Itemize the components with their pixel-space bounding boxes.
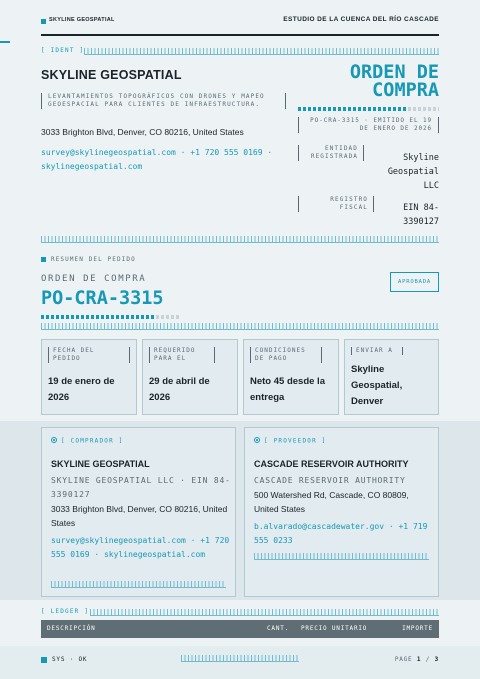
- supplier-tag: [ PROVEEDOR ]: [254, 437, 327, 445]
- buyer-name: SKYLINE GEOSPATIAL: [51, 459, 150, 469]
- divider-ruler-2: [41, 323, 439, 330]
- col-amount: IMPORTE: [402, 625, 433, 632]
- target-icon: [254, 437, 260, 443]
- card-value: Neto 45 desde la entrega: [250, 376, 325, 403]
- card-label: CONDICIONES DE PAGO: [250, 347, 322, 363]
- col-unit-price: PRECIO UNITARIO: [301, 625, 368, 632]
- company-address: 3033 Brighton Blvd, Denver, CO 80216, United States: [41, 127, 244, 137]
- buyer-tag: [ COMPRADOR ]: [51, 437, 124, 445]
- supplier-address: 500 Watershed Rd, Cascade, CO 80809, United States: [254, 490, 409, 514]
- top-bar: [41, 16, 439, 36]
- ledger-ruler: [90, 609, 439, 616]
- ledger-header-row: [41, 620, 439, 638]
- card-value: 29 de abril de 2026: [149, 376, 210, 403]
- card-required-date: [142, 339, 238, 415]
- brand-square-icon: [41, 19, 46, 24]
- status-square-icon: [41, 657, 47, 663]
- card-label: REQUERIDO PARA EL: [149, 347, 215, 363]
- buyer-card: [41, 427, 236, 597]
- summary-section-label: RESUMEN DEL PEDIDO: [41, 256, 136, 263]
- buyer-ruler: [51, 581, 226, 588]
- col-description: DESCRIPCIÓN: [47, 625, 96, 632]
- po-number: PO-CRA-3315: [41, 288, 164, 309]
- card-value: Skyline Geospatial, Denver: [351, 364, 403, 407]
- system-status: SYS · OK: [52, 656, 88, 663]
- divider-ruler-1: [41, 236, 439, 243]
- po-progress-rest: [156, 315, 180, 319]
- buyer-legal: SKYLINE GEOSPATIAL LLC · EIN 84-3390127: [51, 476, 231, 499]
- tax-value: EIN 84-3390127: [403, 203, 439, 227]
- document-title-line1: ORDEN DE: [349, 62, 439, 83]
- section-square-icon: [41, 257, 46, 262]
- edge-mark: [0, 41, 10, 43]
- status-badge: APROBADA: [390, 272, 439, 292]
- col-quantity: CANT.: [267, 625, 290, 632]
- target-icon: [51, 437, 57, 443]
- company-tagline: LEVANTAMIENTOS TOPOGRÁFICOS CON DRONES Y MAPEO GEOESPACIAL PARA CLIENTES DE INFRAESTRUCTURA.: [41, 93, 286, 109]
- footer: [0, 646, 480, 679]
- document-title-line2: COMPRA: [372, 80, 439, 101]
- card-label: FECHA DEL PEDIDO: [48, 347, 130, 363]
- document-title: [289, 64, 439, 100]
- card-payment-terms: [243, 339, 339, 415]
- buyer-contact[interactable]: survey@skylinegeospatial.com · +1 720 555 0169 · skylinegeospatial.com: [51, 536, 230, 559]
- po-label: ORDEN DE COMPRA: [41, 274, 147, 284]
- card-value: 19 de enero de 2026: [48, 376, 115, 403]
- supplier-legal: CASCADE RESERVOIR AUTHORITY: [254, 476, 406, 485]
- po-progress: [41, 315, 156, 319]
- po-reference: PO-CRA-3315 · EMITIDO EL 19 DE ENERO DE 2026: [298, 117, 439, 133]
- ledger-tag: [ LEDGER ]: [41, 608, 90, 615]
- supplier-card: [244, 427, 439, 597]
- ident-tag: [ IDENT ]: [41, 47, 85, 54]
- company-contact[interactable]: survey@skylinegeospatial.com · +1 720 555 0169 · skylinegeospatial.com: [41, 148, 273, 171]
- card-order-date: [41, 339, 137, 415]
- supplier-ruler: [254, 553, 429, 560]
- tax-label: REGISTRO FISCAL: [298, 196, 374, 212]
- supplier-name: CASCADE RESERVOIR AUTHORITY: [254, 459, 409, 469]
- entity-value: Skyline Geospatial LLC: [387, 153, 439, 191]
- footer-ruler: [181, 655, 299, 662]
- company-name: SKYLINE GEOSPATIAL: [41, 68, 182, 82]
- card-ship-to: [344, 339, 439, 415]
- header-studio: ESTUDIO DE LA CUENCA DEL RÍO CASCADE: [283, 16, 439, 23]
- ident-ruler: [84, 48, 439, 55]
- header-brand: SKYLINE GEOSPATIAL: [49, 17, 115, 23]
- entity-label: ENTIDAD REGISTRADA: [298, 145, 364, 161]
- card-label: ENVIAR A: [351, 347, 403, 355]
- page-indicator: PAGE 1 / 3: [394, 656, 439, 663]
- buyer-address: 3033 Brighton Blvd, Denver, CO 80216, United States: [51, 504, 228, 528]
- supplier-contact[interactable]: b.alvarado@cascadewater.gov · +1 719 555 0233: [254, 522, 428, 545]
